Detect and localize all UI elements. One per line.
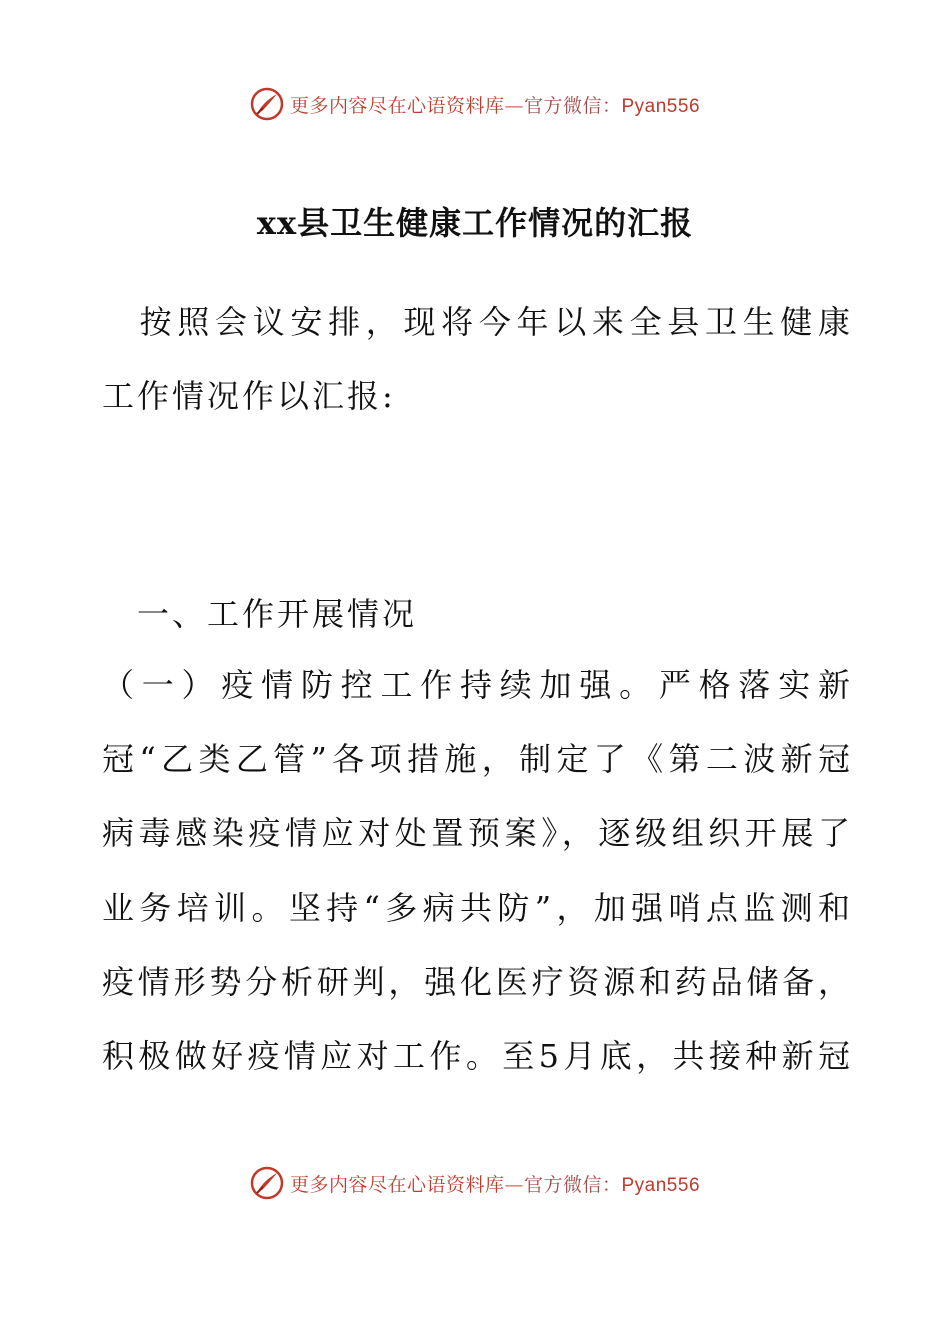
watermark-text: 更多内容尽在心语资料库—官方微信：Pyan556 (289, 1173, 701, 1196)
paragraph-line-1: 按照会议安排，现将今年以来全县卫生健康 (102, 303, 850, 341)
quill-logo-icon (250, 1166, 284, 1200)
watermark-banner-bottom (0, 1163, 950, 1203)
paragraph-line-4: 冠“乙类乙管”各项措施，制定了《第二波新冠 (102, 740, 850, 778)
quill-logo-icon (250, 87, 284, 121)
paragraph-line-5: 病毒感染疫情应对处置预案》，逐级组织开展了 (102, 814, 850, 852)
section-heading: 一、工作开展情况 (102, 595, 418, 633)
watermark-text: 更多内容尽在心语资料库—官方微信：Pyan556 (289, 94, 701, 117)
watermark-banner-top (0, 84, 950, 124)
document-title: xx县卫生健康工作情况的汇报 (256, 204, 694, 242)
paragraph-line-3: （一）疫情防控工作持续加强。严格落实新 (102, 666, 850, 704)
paragraph-line-6: 业务培训。坚持“多病共防”，加强哨点监测和 (102, 889, 850, 927)
paragraph-line-8: 积极做好疫情应对工作。至5月底，共接种新冠 (102, 1037, 850, 1075)
paragraph-line-2: 工作情况作以汇报: (102, 377, 396, 415)
paragraph-line-7: 疫情形势分析研判，强化医疗资源和药品储备， (102, 963, 850, 1001)
